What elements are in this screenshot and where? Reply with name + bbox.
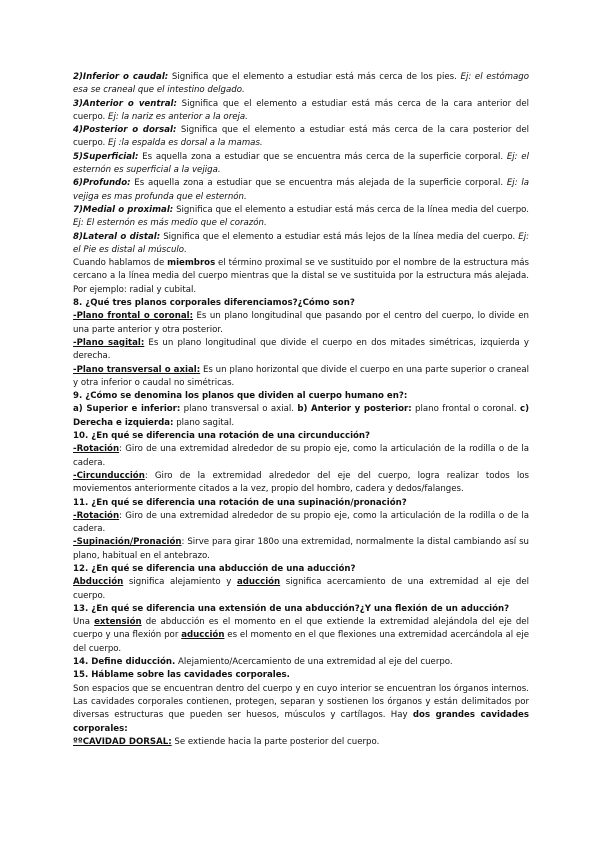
plano-sagital: -Plano sagital: Es un plano longitudinal que divide el cuerpo en dos mitades simétricas, izquierda y derecha. [73,337,529,362]
term: 4)Posterior o dorsal: [73,125,177,136]
term: 6)Profundo: [73,178,131,189]
def-profundo: 6)Profundo: Es aquella zona a estudiar que se encuentra más alejada de la superficie corporal. Ej: la vejiga es mas profunda que el esternón. [73,178,529,202]
plano-transversal: -Plano transversal o axial: Es un plano horizontal que divide el cuerpo en una parte superior o craneal y otra inferior o caudal no simétricas. [73,364,529,388]
plano-frontal: -Plano frontal o coronal: Es un plano longitudinal que pasando por el centro del cuerpo, lo divide en una parte anterior y otra posterior. [73,311,529,335]
term: 3)Anterior o ventral: [73,98,177,109]
def-anterior: 3)Anterior o ventral: Significa que el elemento a estudiar está más cerca de la cara anterior del cuerpo. Ej: la nariz es anterior a la oreja. [73,98,529,122]
term: 8)Lateral o distal: [73,231,161,242]
def-lateral: 8)Lateral o distal: Significa que el elemento a estudiar está más lejos de la línea media del cuerpo. Ej: el Pie es distal al músculo. [73,231,529,255]
question-10: 10. ¿En qué se diferencia una rotación de una circunducción? [73,431,371,442]
def-posterior: 4)Posterior o dorsal: Significa que el elemento a estudiar está más cerca de la cara posterior del cuerpo. Ej :la espalda es dorsal a la mamas. [73,125,529,149]
answer-15: Son espacios que se encuentran dentro del cuerpo y en cuyo interior se encuentran los órganos internos. Las cavidades corporales contienen, protegen, separan y sostienen los órganos y están delimitados por diversas estructuras que pueden ser huesos, músculos y cartílagos. Hay dos grandes cavidades corporales: [73,683,529,734]
question-15: 15. Háblame sobre las cavidades corporales. [73,670,290,681]
def-inferior: 2)Inferior o caudal: Significa que el elemento a estudiar está más cerca de los pies. Ej: el estómago esa se craneal que el intestino delgado. [73,72,529,96]
supinacion-11: -Supinación/Pronación: Sirve para girar 180o una extremidad, normalmente la distal cambiando así su plano, habitual en el antebrazo. [73,537,529,561]
def-superficial: 5)Superficial: Es aquella zona a estudiar que se encuentra más cerca de la superficie corporal. Ej: el esternón es superficial a la vejiga. [73,151,529,176]
question-12: 12. ¿En qué se diferencia una abducción de una aducción? [73,563,356,574]
question-11: 11. ¿En qué se diferencia una rotación de una supinación/pronación? [73,497,407,508]
rotacion-10: -Rotación: Giro de una extremidad alrededor de su propio eje, como la articulación de la rodilla o de la cadera. [73,444,529,468]
miembros-paragraph: Cuando hablamos de miembros el término proximal se ve sustituido por el nombre de la estructura más cercano a la línea media del cuerpo mientras que la distal se ve sustituida por la estructura más alejada. Por ejemplo: radial y cubital. [73,258,529,295]
circunduccion-10: -Circunducción: Giro de la extremidad alrededor del eje del cuerpo, logra realizar todos los moviementos anteriormente citados a la vez, propio del hombro, cadera y dedos/falanges. [73,470,529,495]
answer-13: Una extensión de abducción es el momento en el que extiende la extremidad alejándola del eje del cuerpo y una flexión por aducción es el momento en el que flexiones una extremidad acercándola al eje del cuerpo. [73,617,529,654]
question-14: 14. Define diducción. Alejamiento/Acercamiento de una extremidad al eje del cuerpo. [73,657,453,668]
question-8: 8. ¿Qué tres planos corporales diferenciamos?¿Cómo son? [73,298,355,309]
term: 7)Medial o proximal: [73,204,174,215]
cavidad-dorsal: ººCAVIDAD DORSAL: Se extiende hacia la parte posterior del cuerpo. [73,736,380,747]
def-medial: 7)Medial o proximal: Significa que el elemento a estudiar está más cerca de la línea media del cuerpo. Ej: El esternón es más medio que el corazón. [73,204,530,229]
term: 2)Inferior o caudal: [73,72,169,82]
question-13: 13. ¿En qué se diferencia una extensión de una abducción?¿Y una flexión de un aducción? [73,603,510,614]
rotacion-11: -Rotación: Giro de una extremidad alrededor de su propio eje, como la articulación de la rodilla o de la cadera. [73,510,529,535]
document-page [73,71,529,749]
question-9: 9. ¿Cómo se denomina los planos que dividen al cuerpo humano en?: [73,391,408,402]
answer-12: Abducción significa alejamiento y aducción significa acercamiento de una extremidad al eje del cuerpo. [73,577,529,601]
term: 5)Superficial: [73,151,139,162]
answer-9: a) Superior e inferior: plano transversal o axial. b) Anterior y posterior: plano frontal o coronal. c) Derecha e izquierda: plano sagital. [73,404,529,428]
